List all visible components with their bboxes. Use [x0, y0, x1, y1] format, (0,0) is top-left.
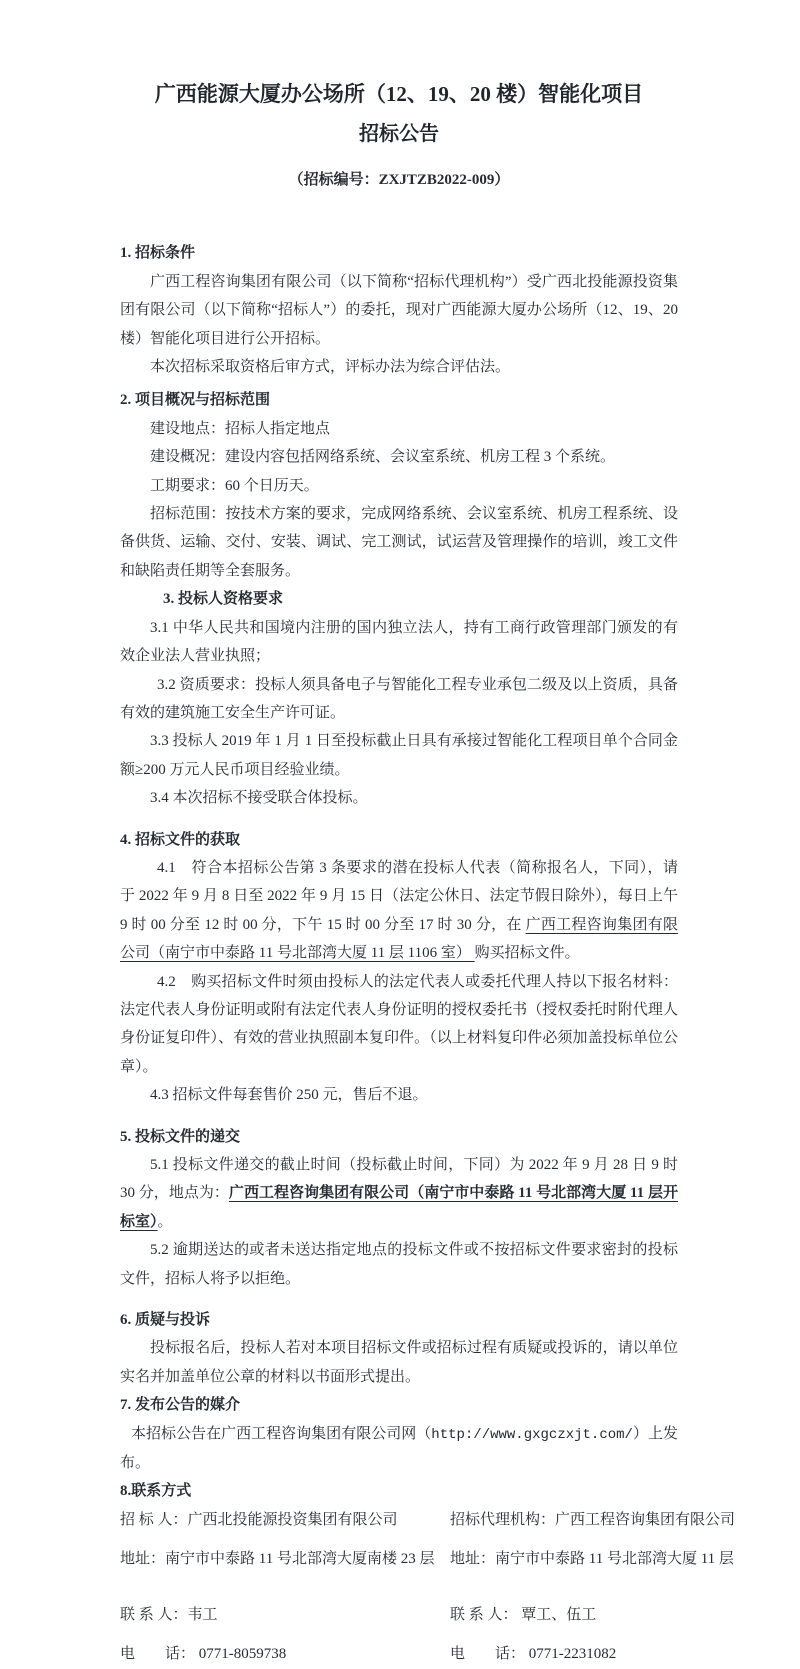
contact-row-addresses — [120, 1545, 734, 1573]
agency-phone: 电 话： 0771-2231082 — [450, 1646, 617, 1663]
section-6-heading: 6. 质疑与投诉 — [120, 1312, 211, 1329]
agency-contact-person: 联 系 人： 覃工、伍工 — [450, 1606, 597, 1623]
section-5-item-2: 5.2 逾期送达的或者未送达指定地点的投标文件或不按招标文件要求密封的投标文件，招标人将予以拒绝。 — [120, 1242, 678, 1287]
section-3-item-2: 3.2 资质要求：投标人须具备电子与智能化工程专业承包二级及以上资质，具备有效的建筑施工安全生产许可证。 — [120, 676, 678, 721]
contact-row-persons — [120, 1601, 678, 1629]
section-3-heading: 3. 投标人资格要求 — [163, 591, 284, 608]
section-4-heading: 4. 招标文件的获取 — [120, 831, 241, 848]
section-2-item-duration: 工期要求：60 个日历天。 — [150, 477, 319, 494]
tenderer-contact-person: 联 系 人：韦工 — [120, 1606, 218, 1623]
contact-row-names — [120, 1506, 736, 1534]
section-4-item-1-text: 4.1 符合本招标公告第 3 条要求的潜在投标人代表（简称报名人，下同），请于 2022 年 9 月 8 日至 2022 年 9 月 15 日（法定公休日、法定节假日除外），每日上午 9 时 00 分至 12 时 00 分，下午 15 时 00 分至 17 时 30 分，在 — [120, 859, 678, 933]
section-7-tail: ）上发布。 — [120, 1425, 678, 1472]
section-3-item-3: 3.3 投标人 2019 年 1 月 1 日至投标截止日具有承接过智能化工程项目单个合同金额≥200 万元人民币项目经验业绩。 — [120, 733, 678, 778]
section-1-heading: 1. 招标条件 — [120, 245, 196, 262]
section-8-heading: 8.联系方式 — [120, 1483, 192, 1500]
contact-row-phones — [120, 1640, 678, 1668]
tenderer-phone: 电 话： 0771-8059738 — [120, 1646, 287, 1663]
section-7-heading: 7. 发布公告的媒介 — [120, 1397, 241, 1414]
section-7-paragraph-1 — [120, 1420, 678, 1478]
section-3-item-4: 3.4 本次招标不接受联合体投标。 — [150, 790, 368, 807]
document-subtitle: 招标公告 — [359, 123, 439, 145]
section-4-item-2: 4.2 购买招标文件时须由投标人的法定代表人或委托代理人持以下报名材料：法定代表人身份证明或附有法定代表人身份证明的授权委托书（授权委托时附代理人身份证复印件）、有效的营业执照副本复印件。（以上材料复印件必须加盖投标单位公章）。 — [120, 973, 678, 1075]
section-2-item-scope: 招标范围：按技术方案的要求，完成网络系统、会议室系统、机房工程系统、设备供货、运输、交付、安装、调试、完工测试，试运营及管理操作的培训，竣工文件和缺陷责任期等全套服务。 — [120, 506, 678, 579]
section-4-item-1-tail: 购买招标文件。 — [474, 945, 580, 962]
section-4-item-3: 4.3 招标文件每套售价 250 元，售后不退。 — [150, 1087, 428, 1104]
website-url: http://www.gxgczxjt.com/ — [431, 1426, 633, 1443]
section-4-item-1-underlined-address: 广西工程咨询集团有限公司（南宁市中泰路 11 号北部湾大厦 11 层 1106 室） — [120, 916, 678, 962]
section-5-item-1-tail: 。 — [157, 1213, 173, 1230]
section-3-item-1: 3.1 中华人民共和国境内注册的国内独立法人，持有工商行政管理部门颁发的有效企业法人营业执照； — [120, 619, 678, 665]
tenderer-address: 地址：南宁市中泰路 11 号北部湾大厦南楼 23 层 — [120, 1551, 435, 1568]
section-2-item-location: 建设地点：招标人指定地点 — [150, 420, 331, 437]
tender-number: （招标编号：ZXJTZB2022-009） — [288, 172, 510, 188]
section-5-item-1 — [120, 1151, 678, 1236]
document-title: 广西能源大厦办公场所（12、19、20 楼）智能化项目 — [154, 82, 644, 106]
section-1-paragraph-2: 本次招标采取资格后审方式，评标办法为综合评估法。 — [150, 359, 511, 376]
agency-address: 地址：南宁市中泰路 11 号北部湾大厦 11 层 — [450, 1551, 734, 1568]
section-5-item-1-text: 5.1 投标文件递交的截止时间（投标截止时间，下同）为 2022 年 9 月 28 日 9 时 30 分，地点为： — [120, 1157, 678, 1202]
tenderer-name: 招 标 人：广西北投能源投资集团有限公司 — [120, 1511, 398, 1528]
agency-name: 招标代理机构：广西工程咨询集团有限公司 — [450, 1511, 736, 1528]
section-5-item-1-bold-underlined-address: 广西工程咨询集团有限公司（南宁市中泰路 11 号北部湾大厦 11 层开标室） — [120, 1185, 678, 1230]
section-7-text: 本招标公告在广西工程咨询集团有限公司网（ — [131, 1425, 432, 1442]
section-2-item-overview: 建设概况：建设内容包括网络系统、会议室系统、机房工程 3 个系统。 — [150, 449, 616, 466]
section-4-item-1 — [120, 854, 678, 968]
section-6-paragraph-1: 投标报名后，投标人若对本项目招标文件或招标过程有质疑或投诉的，请以单位实名并加盖单位公章的材料以书面形式提出。 — [120, 1340, 678, 1385]
section-2-heading: 2. 项目概况与招标范围 — [120, 392, 271, 409]
section-1-paragraph-1: 广西工程咨询集团有限公司（以下简称“招标代理机构”）受广西北投能源投资集团有限公司（以下简称“招标人”）的委托，现对广西能源大厦办公场所（12、19、20 楼）智能化项目进行公开招标。 — [120, 273, 678, 347]
section-5-heading: 5. 投标文件的递交 — [120, 1128, 241, 1145]
contact-info-block — [120, 1506, 736, 1669]
